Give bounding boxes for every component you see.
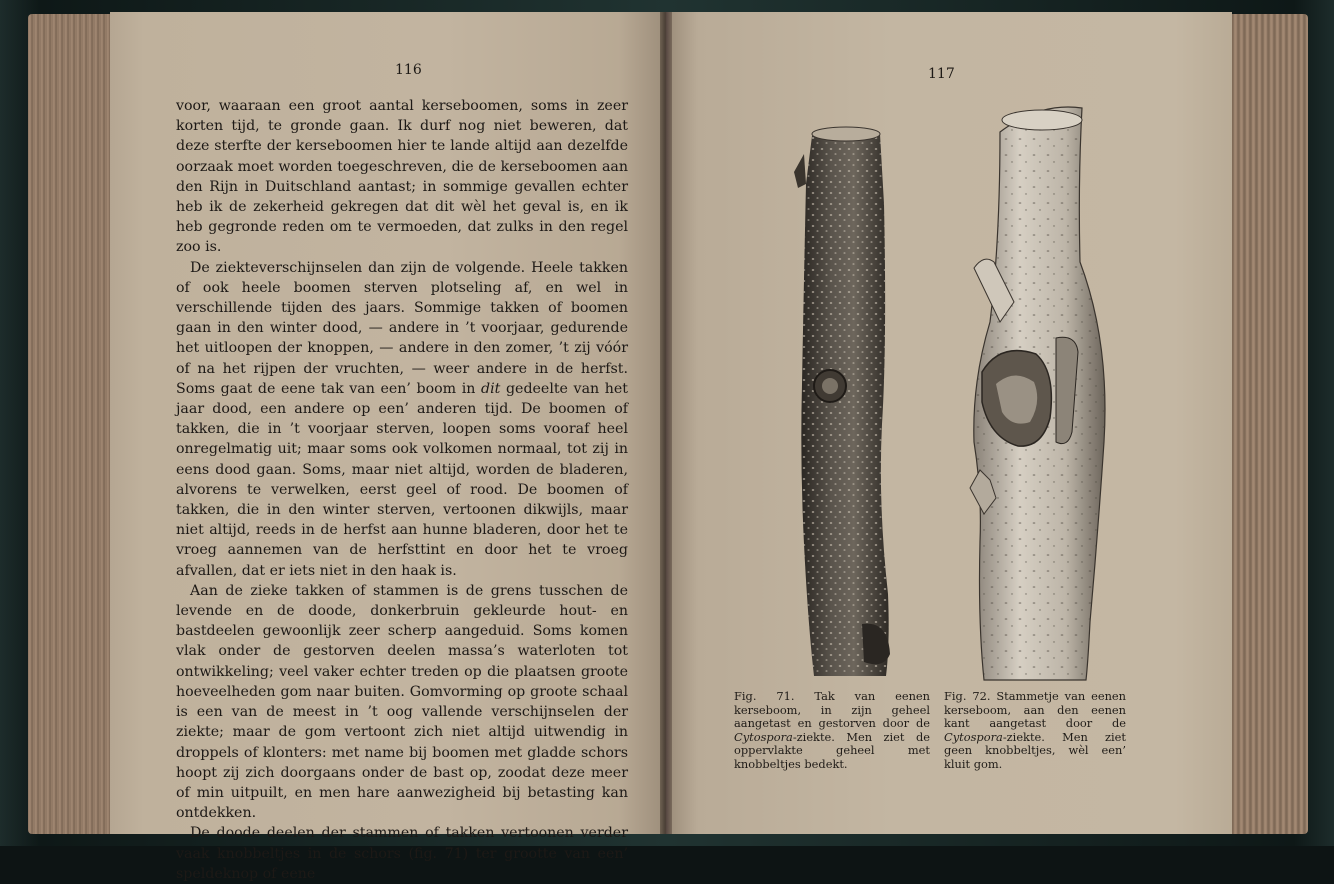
left-page-body	[176, 96, 628, 884]
paragraph-2-text-after: gedeelte van het jaar dood, een andere op een’ anderen tijd. De boomen of takken, die in ’t voorjaar sterven, loopen soms vooraf heel onregelmatig uit; maar soms ook volkomen normaal, tot zij in eens dood gaan. Soms, maar niet altijd, worden de bladeren, alvorens te verwelken, eerst geel of rood. De boomen of takken, die in den winter sterven, vertoonen dikwijls, maar niet altijd, reeds in de herfst aan hunne bladeren, door het te vroeg aannemen van de herfsttint en door het te vroeg afvallen, dat er iets niet in den haak is.	[176, 380, 628, 579]
figure-71-caption-before: Fig. 71. Tak van eenen kerseboom, in zijn geheel aangetast en gestorven door de	[734, 689, 930, 731]
figure-72-stem-illustration	[960, 102, 1116, 684]
book-gutter	[660, 12, 672, 834]
paragraph-2	[176, 258, 628, 581]
figure-71-caption	[734, 690, 930, 772]
page-number-left: 116	[395, 62, 422, 78]
paragraph-4: De doode deelen der stammen of takken vertoonen verder vaak knobbeltjes in de schors (fig. 71) ter grootte van een’ speldeknop of eene	[176, 825, 628, 882]
paragraph-1: voor, waaraan een groot aantal kerseboomen, soms in zeer korten tijd, te gronde gaan. Ik durf nog niet beweren, dat deze sterfte der kerseboomen hier te lande altijd aan dezelfde oorzaak moet worden toegeschreven, die de kerseboomen aan den Rijn in Duitschland aantast; in sommige gevallen echter heb ik de zekerheid gekregen dat dit wèl het geval is, en ik heb gegronde reden om te vermoeden, dat zulks in den regel zoo is.	[176, 98, 628, 256]
figure-72-caption	[944, 690, 1126, 772]
page-number-right: 117	[928, 66, 955, 82]
paragraph-3: Aan de zieke takken of stammen is de grens tusschen de levende en de doode, donkerbruin gekleurde hout- en bastdeelen gewoonlijk zeer scherp aangeduid. Soms komen vlak onder de gestorven deelen massa’s waterloten tot ontwikkeling; veel vaker echter treden op die plaatsen groote hoeveelheden gom naar buiten. Gomvorming op groote schaal is een van de meest in ’t oog vallende verschijnselen der ziekte; maar de gom vertoont zich niet altijd uitwendig in droppels of klonters: met name bij boomen met gladde schors hoopt zij zich doorgaans onder de bast op, zoodat deze meer of min uitpuilt, en men hare aanwezigheid bij betasting kan ontdekken.	[176, 582, 628, 822]
figure-71-branch-illustration	[792, 124, 898, 680]
figure-71-caption-emphasis: Cytospora	[734, 729, 793, 744]
paragraph-2-emphasis: dit	[481, 380, 501, 397]
figure-71-caption-after: -ziekte. Men ziet de oppervlakte geheel met knobbeltjes bedekt.	[734, 729, 930, 771]
figure-72-caption-after: -ziekte. Men ziet geen knobbeltjes, wèl een’ kluit gom.	[944, 729, 1126, 771]
figure-72-caption-before: Fig. 72. Stammetje van eenen kerseboom, aan den eenen kant aangetast door de	[944, 689, 1126, 731]
figure-72-caption-emphasis: Cytospora	[944, 729, 1003, 744]
right-page-edges	[1228, 14, 1308, 834]
left-page-edges	[28, 14, 118, 834]
paragraph-2-text-before: De ziekteverschijnselen dan zijn de volgende. Heele takken of ook heele boomen sterven plotseling af, en wel in verschillende tijden des jaars. Sommige takken of boomen gaan in den winter dood, — andere in ’t voorjaar, gedurende het uitloopen der knoppen, — andere in den zomer, ’t zij vóór of na het rijpen der vruchten, — weer andere in de herfst. Soms gaat de eene tak van een’ boom in	[176, 259, 628, 397]
